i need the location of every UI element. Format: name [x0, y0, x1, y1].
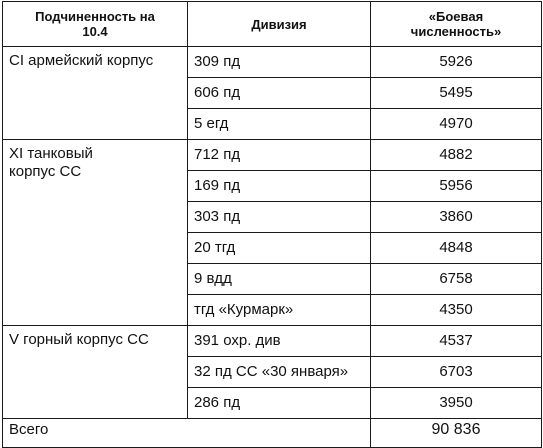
division-cell: 9 вдд — [188, 264, 371, 295]
division-cell: 712 пд — [188, 140, 371, 171]
strength-cell: 6758 — [371, 264, 542, 295]
header-strength-text: «Боевая численность» — [410, 9, 502, 39]
division-cell: 391 охр. див — [188, 326, 371, 357]
total-label: Всего — [3, 419, 371, 448]
strength-cell: 6703 — [371, 357, 542, 388]
strength-cell: 5495 — [371, 78, 542, 109]
division-cell: 309 пд — [188, 47, 371, 78]
strength-cell: 4848 — [371, 233, 542, 264]
strength-cell: 4970 — [371, 109, 542, 140]
header-division: Дивизия — [188, 2, 371, 47]
total-value: 90 836 — [371, 419, 542, 448]
strength-cell: 3860 — [371, 202, 542, 233]
strength-table — [2, 1, 542, 448]
header-strength — [371, 2, 542, 47]
division-cell: 5 егд — [188, 109, 371, 140]
corps-cell-text: XI танковый корпус СС — [9, 145, 93, 180]
total-row — [3, 419, 542, 448]
header-subordination — [3, 2, 188, 47]
strength-cell: 5956 — [371, 171, 542, 202]
division-cell: 303 пд — [188, 202, 371, 233]
strength-cell: 3950 — [371, 388, 542, 419]
division-cell: тгд «Курмарк» — [188, 295, 371, 326]
table-row — [3, 140, 542, 171]
division-cell: 32 пд СС «30 января» — [188, 357, 371, 388]
corps-cell: V горный корпус СС — [3, 326, 188, 419]
table-row — [3, 47, 542, 78]
strength-cell: 5926 — [371, 47, 542, 78]
division-cell: 286 пд — [188, 388, 371, 419]
division-cell: 606 пд — [188, 78, 371, 109]
strength-cell: 4882 — [371, 140, 542, 171]
header-subordination-text: Подчиненность на 10.4 — [35, 9, 155, 39]
division-cell: 169 пд — [188, 171, 371, 202]
strength-cell: 4537 — [371, 326, 542, 357]
table-row — [3, 326, 542, 357]
division-cell: 20 тгд — [188, 233, 371, 264]
corps-cell — [3, 140, 188, 326]
corps-cell: CI армейский корпус — [3, 47, 188, 140]
strength-cell: 4350 — [371, 295, 542, 326]
header-row — [3, 2, 542, 47]
